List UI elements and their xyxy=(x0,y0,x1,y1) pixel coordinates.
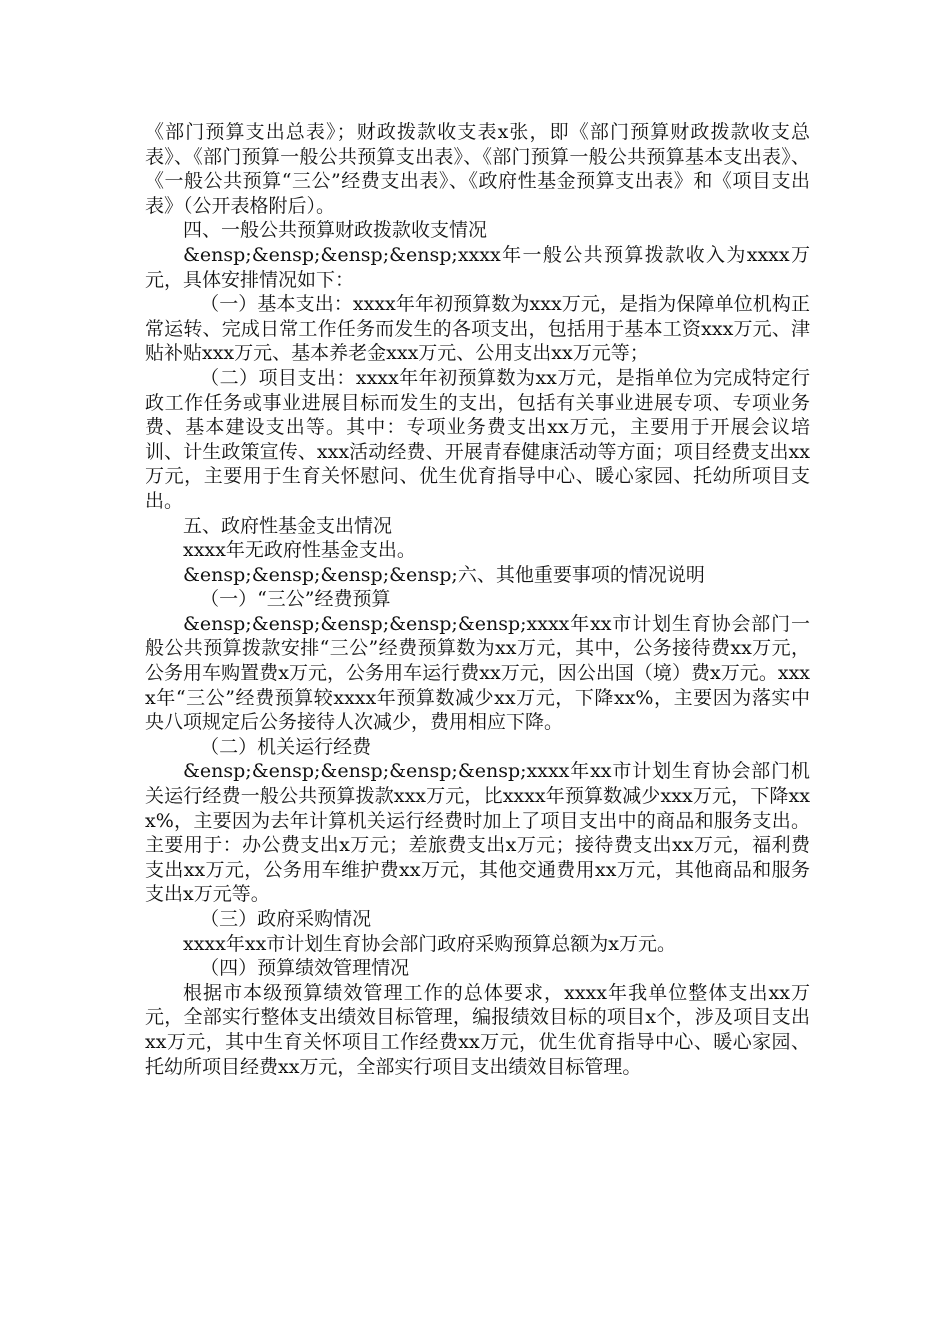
paragraph-fund-expenditure: xxxx年无政府性基金支出。 xyxy=(183,539,416,562)
paragraph-operating-funds: &ensp;&ensp;&ensp;&ensp;&ensp;xxxx年xx市计划生育协会部门机关运行经费一般公共预算拨款xxx万元，比xxxx年预算数减少xxx万元，下降xxx%，主要因为去年计算机关运行经费时加上了项目支出中的商品和服务支出。主要用于：办公费支出x万元；差旅费支出x万元；接待费支出xx万元，福利费支出xx万元，公务用车维护费xx万元，其他交通费用xx万元，其他商品和服务支出x万元等。 xyxy=(145,760,810,906)
heading-performance: （四）预算绩效管理情况 xyxy=(200,957,410,980)
heading-section-5: 五、政府性基金支出情况 xyxy=(183,514,393,537)
paragraph-tables-list: 《部门预算支出总表》；财政拨款收支表x张，即《部门预算财政拨款收支总表》、《部门预算一般公共预算支出表》、《部门预算一般公共预算基本支出表》、《一般公共预算“三公”经费支出表》、《政府性基金预算支出表》和《项目支出表》（公开表格附后）。 xyxy=(145,121,810,217)
heading-section-6: &ensp;&ensp;&ensp;&ensp;六、其他重要事项的情况说明 xyxy=(183,563,705,586)
paragraph-three-public: &ensp;&ensp;&ensp;&ensp;&ensp;xxxx年xx市计划生育协会部门一般公共预算拨款安排“三公”经费预算数为xx万元，其中，公务接待费xx万元，公务用车购置费x万元，公务用车运行费xx万元，因公出国（境）费x万元。xxxx年“三公”经费预算较xxxx年预算数减少xx万元，下降xx%，主要因为落实中央八项规定后公务接待人次减少，费用相应下降。 xyxy=(145,612,810,734)
heading-procurement: （三）政府采购情况 xyxy=(200,908,372,930)
heading-operating-funds: （二）机关运行经费 xyxy=(200,735,372,758)
document-body xyxy=(145,120,810,1079)
paragraph-income: &ensp;&ensp;&ensp;&ensp;xxxx年一般公共预算拨款收入为xxxx万元，具体安排情况如下： xyxy=(145,243,810,291)
paragraph-basic-expenditure: （一）基本支出：xxxx年年初预算数为xxx万元，是指为保障单位机构正常运转、完成日常工作任务而发生的各项支出，包括用于基本工资xxx万元、津贴补贴xxx万元、基本养老金xxx万元、公用支出xx万元等； xyxy=(145,293,810,365)
paragraph-project-expenditure: （二）项目支出：xxxx年年初预算数为xx万元，是指单位为完成特定行政工作任务或事业进展目标而发生的支出，包括有关事业进展专项、专项业务费、基本建设支出等。其中：专项业务费支出xx万元，主要用于开展会议培训、计生政策宣传、xxx活动经费、开展青春健康活动等方面；项目经费支出xx万元，主要用于生育关怀慰问、优生优育指导中心、暖心家园、托幼所项目支出。 xyxy=(145,366,810,512)
paragraph-performance: 根据市本级预算绩效管理工作的总体要求，xxxx年我单位整体支出xx万元，全部实行整体支出绩效目标管理，编报绩效目标的项目x个，涉及项目支出xx万元，其中生育关怀项目工作经费xx万元，优生优育指导中心、暖心家园、托幼所项目经费xx万元，全部实行项目支出绩效目标管理。 xyxy=(145,981,810,1078)
paragraph-procurement: xxxx年xx市计划生育协会部门政府采购预算总额为x万元。 xyxy=(183,932,677,955)
heading-three-public: （一）“三公”经费预算 xyxy=(200,588,391,611)
heading-section-4: 四、一般公共预算财政拨款收支情况 xyxy=(183,219,488,242)
